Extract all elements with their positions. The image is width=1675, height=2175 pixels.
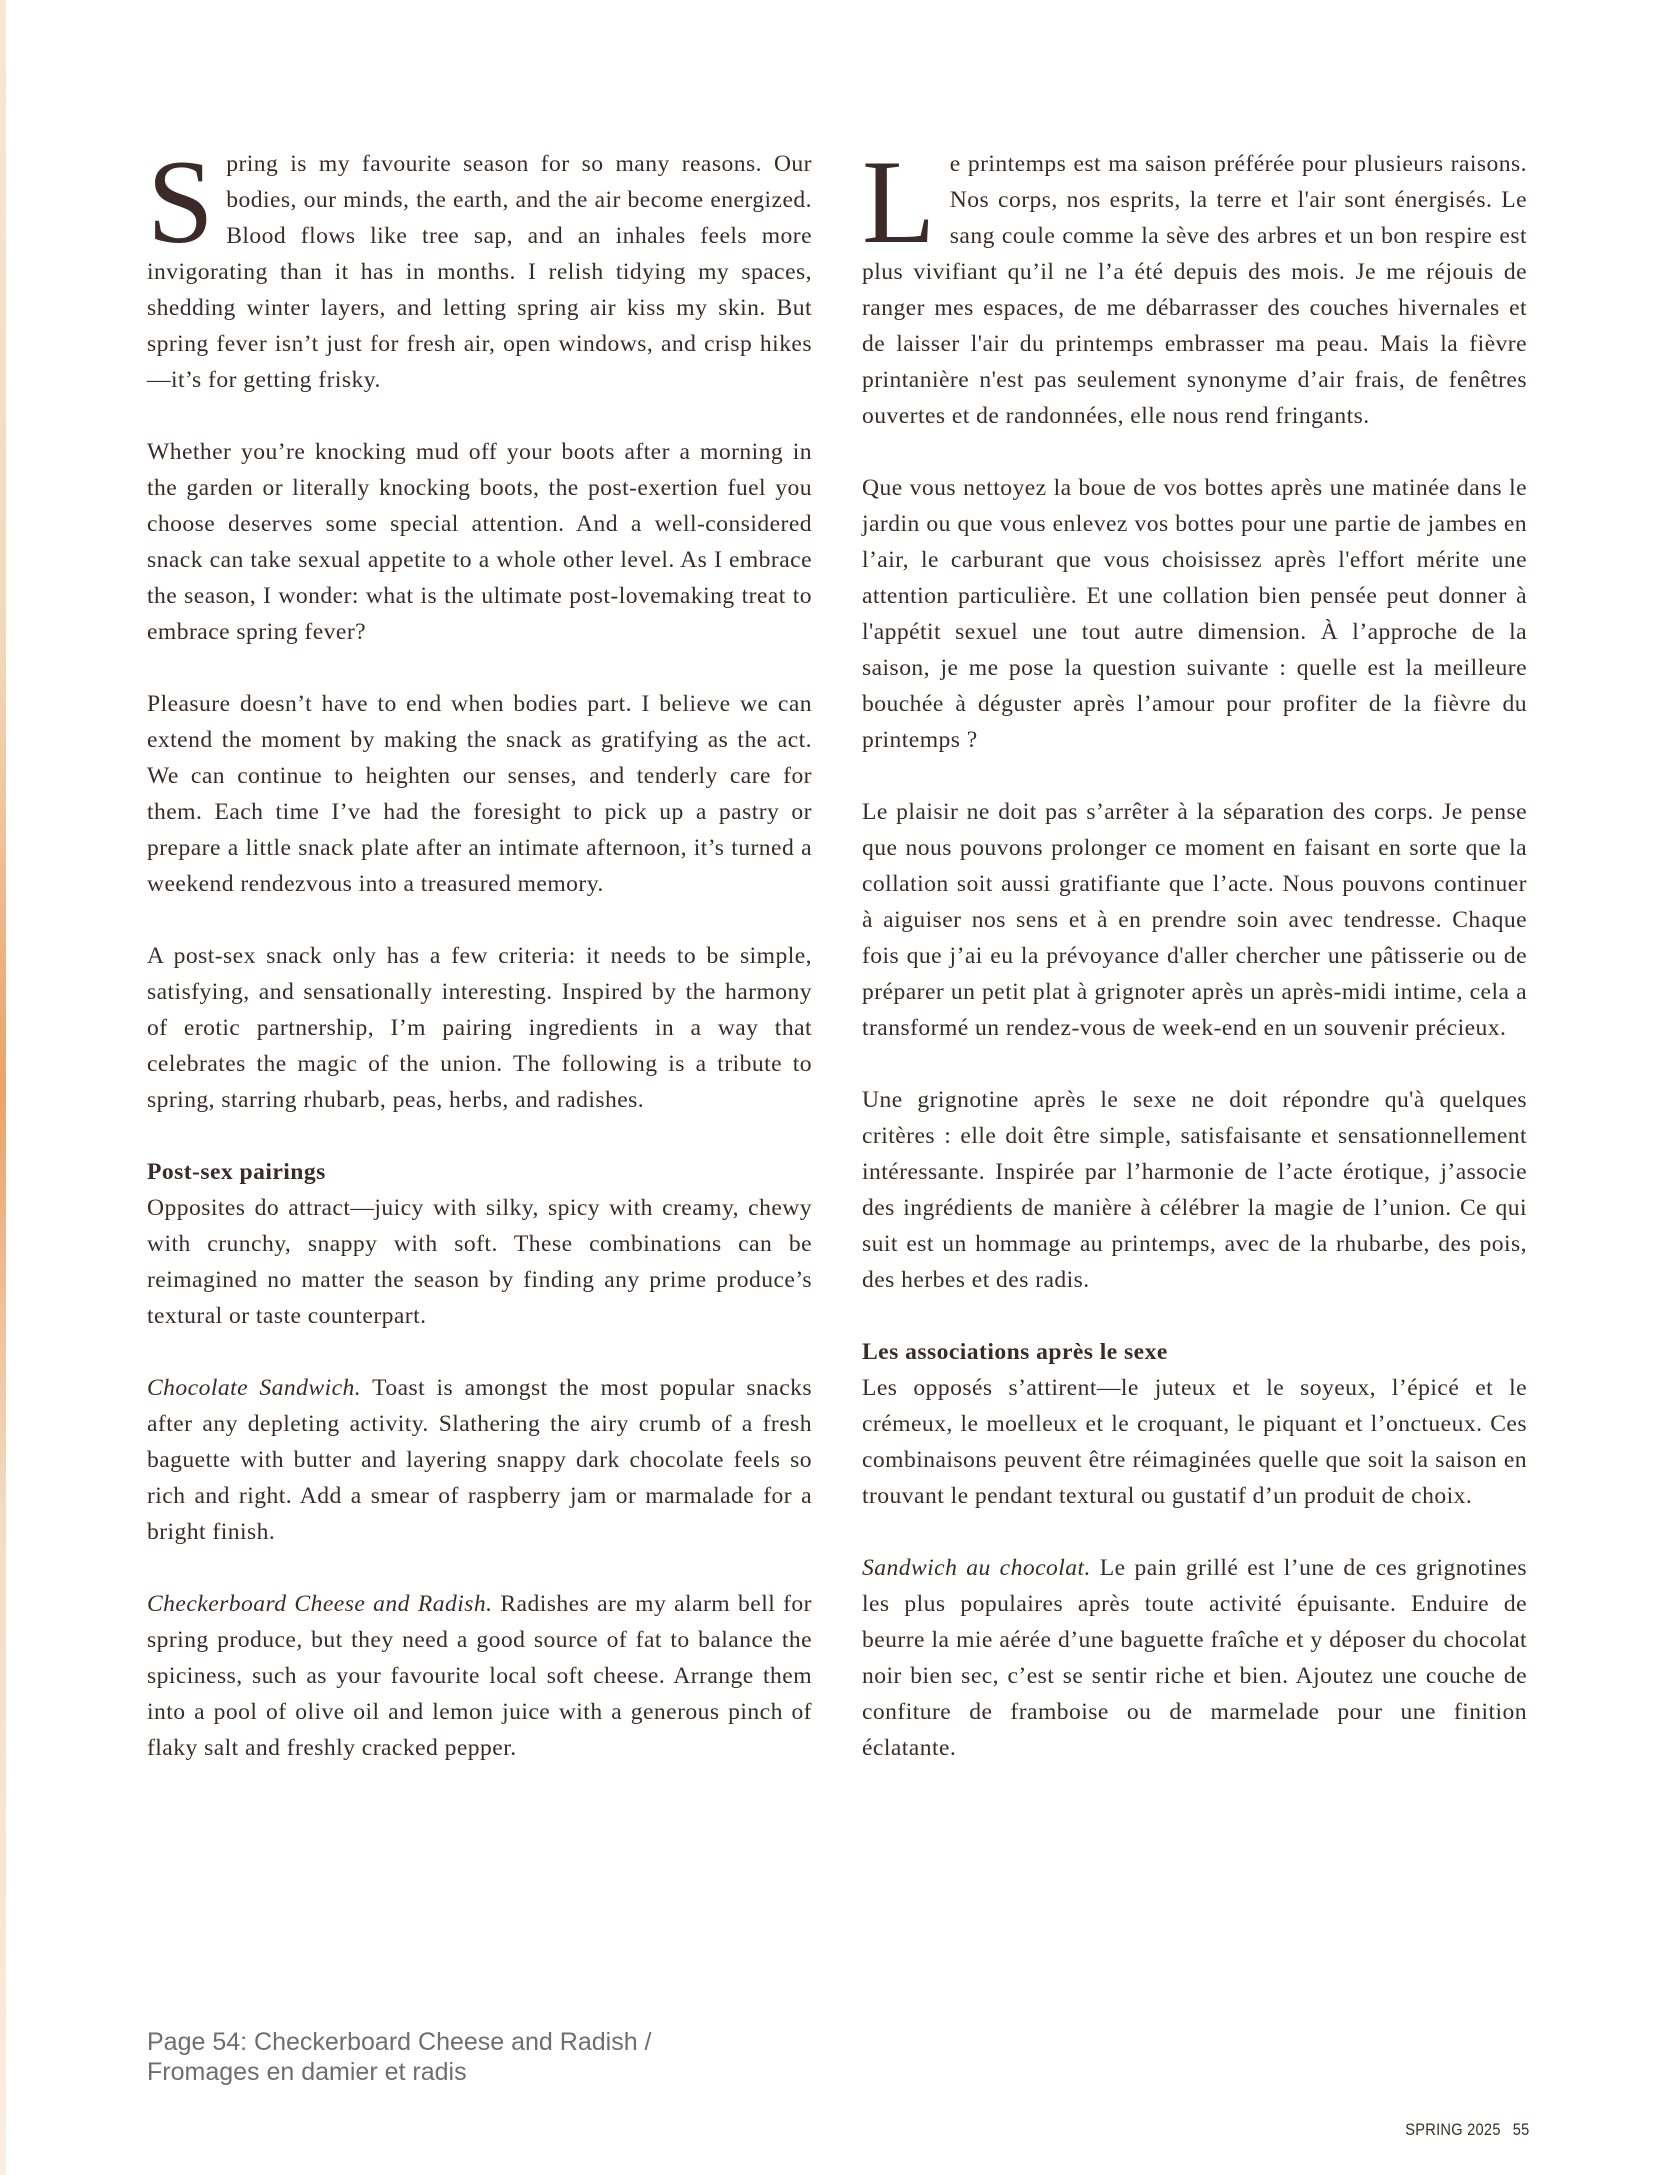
intro-paragraph-en: [147, 135, 812, 398]
paragraph-3-fr: Le plaisir ne doit pas s’arrêter à la séparation des corps. Je pense que nous pouvons prolonger ce moment en faisant en sorte que la collation soit aussi gratifiante que l’acte. Nous pouvons continuer à aiguiser nos sens et à en prendre soin avec tendresse. Chaque fois que j’ai eu la prévoyance d'aller chercher une pâtisserie ou de préparer un petit plat à grignoter après un après-midi intime, cela a transformé un rendez-vous de week-end en un souvenir précieux.: [862, 799, 1527, 1041]
item-checkerboard-cheese-en: [147, 1586, 812, 1766]
drop-cap-fr: L: [862, 135, 936, 268]
paragraph-3-en: Pleasure doesn’t have to end when bodies part. I believe we can extend the moment by making the snack as gratifying as the act. We can continue to heighten our senses, and tenderly care for them. Each time I’ve had the foresight to pick up a pastry or prepare a little snack plate after an intimate afternoon, it’s turned a weekend rendezvous into a treasured memory.: [147, 691, 812, 897]
item-chocolate-sandwich-en: [147, 1370, 812, 1550]
caption-line-1: Page 54: Checkerboard Cheese and Radish /: [147, 2028, 652, 2056]
paragraph-4-fr: Une grignotine après le sexe ne doit répondre qu'à quelques critères : elle doit être simple, satisfaisante et sensationnellement intéressante. Inspirée par l’harmonie de l’acte érotique, j’associe des ingrédients de manière à célébrer la magie de l’union. Ce qui suit est un hommage au printemps, avec de la rhubarbe, des pois, des herbes et des radis.: [862, 1087, 1527, 1293]
caption-line-2: Fromages en damier et radis: [147, 2058, 467, 2086]
page-number: 55: [1513, 2120, 1530, 2139]
section-heading-en: Post-sex pairings: [147, 1159, 326, 1185]
item-title: Checkerboard Cheese and Radish.: [147, 1591, 493, 1617]
intro-paragraph-fr: [862, 135, 1527, 434]
drop-cap-en: S: [147, 135, 215, 268]
intro-text-en: pring is my favourite season for so many reasons. Our bodies, our minds, the earth, and the air become energized. Blood flows like tree sap, and an inhales feels more invigorating than it has in months. I relish tidying my spaces, shedding winter layers, and letting spring air kiss my skin. But spring fever isn’t just for fresh air, open windows, and crisp hikes—it’s for getting frisky.: [147, 151, 812, 393]
item-chocolate-sandwich-fr: [862, 1550, 1527, 1766]
item-text: Toast is amongst the most popular snacks after any depleting activity. Slathering the airy crumb of a fresh baguette with butter and layering snappy dark chocolate feels so rich and right. Add a smear of raspberry jam or marmalade for a bright finish.: [147, 1375, 812, 1545]
item-title: Chocolate Sandwich.: [147, 1375, 362, 1401]
page-edge-bar: [0, 0, 6, 2175]
paragraph-2-fr: Que vous nettoyez la boue de vos bottes après une matinée dans le jardin ou que vous enlevez vos bottes pour une partie de jambes en l’air, le carburant que vous choisissez après l'effort mérite une attention particulière. Et une collation bien pensée peut donner à l'appétit sexuel une tout autre dimension. À l’approche de la saison, je me pose la question suivante : quelle est la meilleure bouchée à déguster après l’amour pour profiter de la fièvre du printemps ?: [862, 475, 1527, 753]
paragraph-5-en: Opposites do attract—juicy with silky, spicy with creamy, chewy with crunchy, snappy with soft. These combinations can be reimagined no matter the season by finding any prime produce’s textural or taste counterpart.: [147, 1195, 812, 1329]
paragraph-2-en: Whether you’re knocking mud off your boots after a morning in the garden or literally knocking boots, the post-exertion fuel you choose deserves some special attention. And a well-considered snack can take sexual appetite to a whole other level. As I embrace the season, I wonder: what is the ultimate post-lovemaking treat to embrace spring fever?: [147, 439, 812, 645]
english-column: [147, 135, 812, 1802]
item-text: Radishes are my alarm bell for spring produce, but they need a good source of fat to balance the spiciness, such as your favourite local soft cheese. Arrange them into a pool of olive oil and lemon juice with a generous pinch of flaky salt and freshly cracked pepper.: [147, 1591, 812, 1761]
paragraph-4-en: A post-sex snack only has a few criteria: it needs to be simple, satisfying, and sensationally interesting. Inspired by the harmony of erotic partnership, I’m pairing ingredients in a way that celebrates the magic of the union. The following is a tribute to spring, starring rhubarb, peas, herbs, and radishes.: [147, 943, 812, 1113]
french-column: [862, 135, 1528, 1802]
page-folio: [1406, 2120, 1530, 2140]
item-title: Sandwich au chocolat.: [862, 1555, 1091, 1581]
issue-label: SPRING 2025: [1405, 2120, 1502, 2139]
item-text: Le pain grillé est l’une de ces grignotines les plus populaires après toute activité épuisante. Enduire de beurre la mie aérée d’une baguette fraîche et y déposer du chocolat noir bien sec, c’est se sentir riche et bien. Ajoutez une couche de confiture de framboise ou de marmelade pour une finition éclatante.: [862, 1555, 1528, 1761]
paragraph-5-fr: Les opposés s’attirent—le juteux et le soyeux, l’épicé et le crémeux, le moelleux et le croquant, le piquant et l’onctueux. Ces combinaisons peuvent être réimaginées quelle que soit la saison en trouvant le pendant textural ou gustatif d’un produit de choix.: [862, 1375, 1527, 1509]
intro-text-fr: e printemps est ma saison préférée pour plusieurs raisons. Nos corps, nos esprits, la terre et l'air sont énergisés. Le sang coule comme la sève des arbres et un bon respire est plus vivifiant qu’il ne l’a été depuis des mois. Je me réjouis de ranger mes espaces, de me débarrasser des couches hivernales et de laisser l'air du printemps embrasser ma peau. Mais la fièvre printanière n'est pas seulement synonyme d’air frais, de fenêtres ouvertes et de randonnées, elle nous rend fringants.: [862, 151, 1527, 429]
section-heading-fr: Les associations après le sexe: [862, 1339, 1168, 1365]
photo-caption: [147, 2027, 707, 2087]
